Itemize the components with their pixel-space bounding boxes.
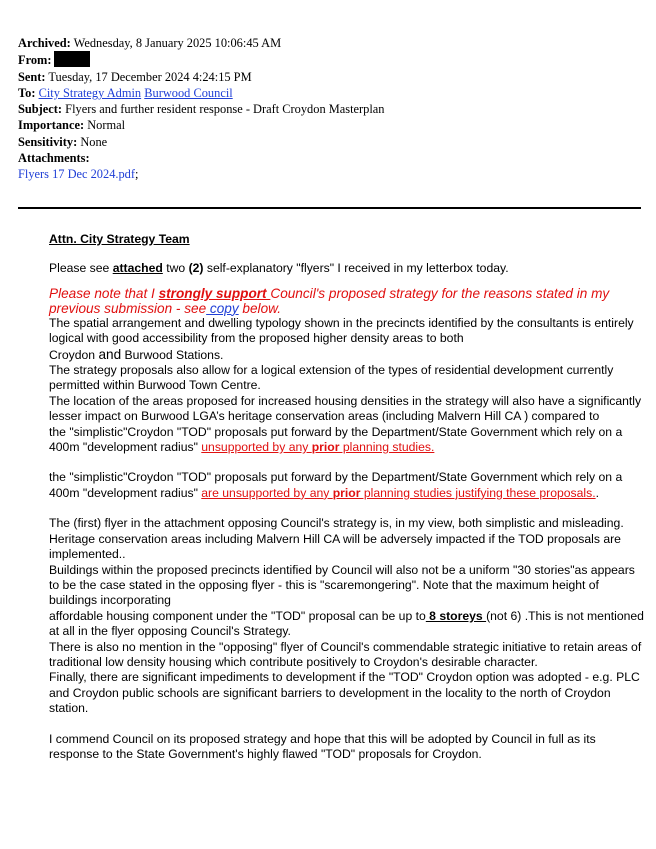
- header-divider: [18, 207, 641, 209]
- from-label: From:: [18, 53, 52, 68]
- p6-link[interactable]: [201, 486, 595, 500]
- sent-row: [18, 69, 638, 85]
- paragraph-location: The location of the areas proposed for increased housing densities in the strategy will also have a significantly lesser impact on Burwood LGA’s heritage conservation areas (including Malvern Hill CA ) compared to: [49, 393, 642, 424]
- attn-heading: Attn. City Strategy Team: [49, 232, 190, 246]
- paragraph-impediments: Finally, there are significant impediments to development if the "TOD" Croydon option was adopted - e.g. PLC and Croydon public schools are significant barriers to development in the locality to the north of Croydon station.: [49, 670, 640, 716]
- p5-link-b: planning studies.: [339, 440, 435, 455]
- email-body: [49, 232, 644, 762]
- paragraph-stations: [49, 347, 644, 363]
- attachment-link[interactable]: Flyers 17 Dec 2024.pdf: [18, 167, 136, 182]
- p6-text: the "simplistic"Croydon "TOD" proposals put forward by the Department/State Government which rely on a 400m "development radius": [49, 470, 623, 500]
- paragraph-tod-1: [49, 425, 644, 456]
- p10-storeys: 8 storeys: [425, 608, 487, 623]
- paragraph-commend: I commend Council on its proposed strategy and hope that this will be adopted by Council in full as its response to the State Government's highly flawed "TOD" proposals for Croydon.: [49, 731, 596, 761]
- subject-value: Flyers and further resident response - Draft Croydon Masterplan: [65, 102, 385, 117]
- attachment-suffix: ;: [135, 167, 139, 182]
- redacted-sender: [54, 51, 90, 67]
- attachments-row: [18, 150, 638, 166]
- sent-value: Tuesday, 17 December 2024 4:24:15 PM: [48, 69, 252, 84]
- p6-link-a: are unsupported by any: [201, 485, 333, 500]
- paragraph-flyers: [49, 261, 644, 276]
- importance-label: Importance:: [18, 118, 85, 133]
- p5-link-prior: prior: [311, 440, 340, 455]
- importance-row: [18, 117, 638, 133]
- p6-end: .: [595, 485, 599, 500]
- sent-label: Sent:: [18, 69, 46, 84]
- note-strong: strongly support: [158, 285, 271, 301]
- p5-link-a: unsupported by any: [201, 440, 312, 455]
- p1-text-a: Please see: [49, 261, 113, 276]
- p6-link-b: planning studies justifying these proposals.: [360, 485, 596, 500]
- subject-row: [18, 101, 638, 117]
- to-row: [18, 85, 638, 101]
- recipient-link-city-strategy[interactable]: City Strategy Admin: [38, 85, 142, 100]
- from-row: [18, 51, 638, 68]
- paragraph-heritage: Heritage conservation areas including Malvern Hill CA will be adversely impacted if the TOD proposals are implemented..: [49, 531, 621, 562]
- archived-row: [18, 35, 638, 51]
- paragraph-tod-2: [49, 470, 644, 501]
- p2-and: and: [98, 346, 122, 362]
- email-header: [18, 35, 638, 183]
- p5-link[interactable]: [201, 440, 434, 454]
- sensitivity-label: Sensitivity:: [18, 134, 78, 149]
- recipient-link-burwood-council[interactable]: Burwood Council: [144, 85, 233, 100]
- p1-count: (2): [188, 261, 204, 276]
- p1-attached: attached: [112, 261, 163, 276]
- subject-label: Subject:: [18, 102, 63, 117]
- paragraph-spatial: The spatial arrangement and dwelling typology shown in the precincts identified by the consultants is entirely logical with good accessibility from the proposed higher density areas to both: [49, 315, 634, 346]
- note-text-a: Please note that I: [49, 285, 159, 301]
- sensitivity-value: None: [80, 134, 108, 149]
- to-label: To:: [18, 85, 36, 100]
- support-note: [49, 286, 644, 316]
- paragraph-extension: The strategy proposals also allow for a logical extension of the types of residential development currently permitted within Burwood Town Centre.: [49, 363, 614, 393]
- sensitivity-row: [18, 134, 638, 150]
- paragraph-first-flyer: The (first) flyer in the attachment opposing Council's strategy is, in my view, both simplistic and misleading.: [49, 516, 624, 531]
- p5-text: the "simplistic"Croydon "TOD" proposals put forward by the Department/State Government which rely on a 400m "development radius": [49, 424, 623, 455]
- archived-value: Wednesday, 8 January 2025 10:06:45 AM: [73, 36, 282, 50]
- p2-croydon: Croydon: [49, 347, 99, 362]
- archived-label: Archived:: [18, 36, 71, 50]
- p1-text-d: self-explanatory "flyers" I received in my letterbox today.: [203, 261, 509, 276]
- p10-text-a: affordable housing component under the "TOD" proposal can be up to: [49, 608, 426, 623]
- note-text-b: Council's proposed strategy for the reasons stated in my previous submission - see: [49, 285, 610, 316]
- note-text-c: below.: [238, 300, 281, 316]
- attachments-label: Attachments:: [18, 151, 90, 166]
- copy-link[interactable]: copy: [206, 300, 239, 316]
- paragraph-low-density: There is also no mention in the "opposing" flyer of Council's commendable strategic initiative to retain areas of traditional low density housing which contribute positively to Croydon's desirable character.: [49, 639, 642, 669]
- paragraph-affordable: [49, 609, 644, 640]
- attachment-row: [18, 166, 638, 182]
- p1-text-b: two: [162, 261, 189, 276]
- p10-text-b: (not 6) .This is not mentioned at all in the flyer opposing Council's Strategy.: [49, 608, 644, 639]
- p2-stations: Burwood Stations.: [121, 347, 224, 362]
- importance-value: Normal: [87, 118, 126, 133]
- paragraph-buildings: Buildings within the proposed precincts identified by Council will also not be a uniform "30 stories"as appears to be the case stated in the opposing flyer - this is "scaremongering". Note that the maximum height of buildings incorporating: [49, 562, 635, 608]
- p6-link-prior: prior: [332, 485, 361, 500]
